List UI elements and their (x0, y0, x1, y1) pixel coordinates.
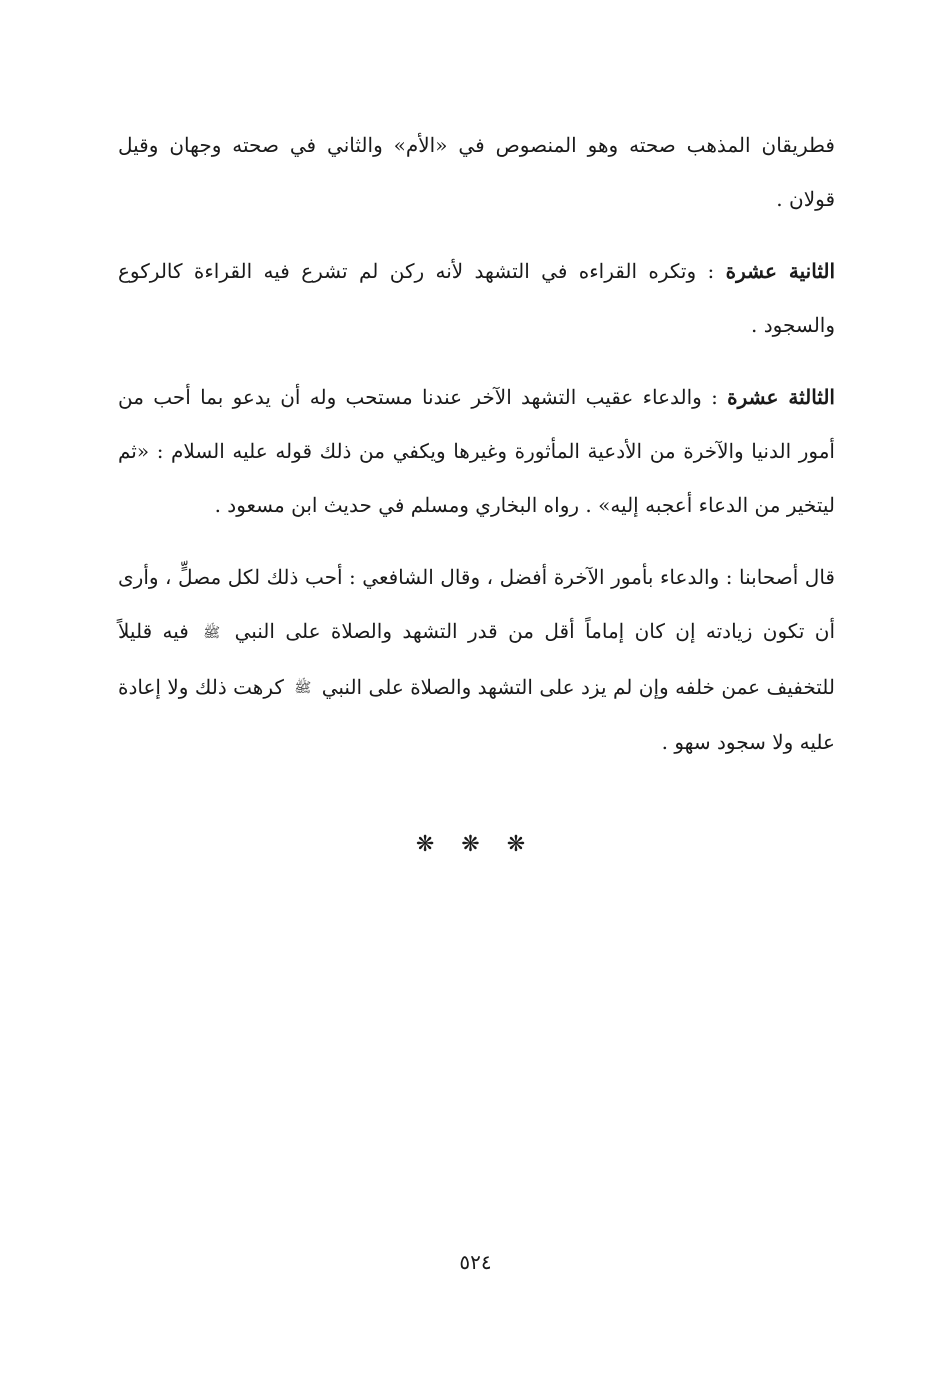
paragraph-2-heading: الثانية عشرة (725, 259, 836, 283)
paragraph-4-text-part1: قال أصحابنا : والدعاء بأمور الآخرة أفضل ، وقال الشافعي : أحب ذلك لكل مصلٍّ ، وأرى أن تكون زيادته إن كان إماماً أقل من قدر التشهد والصلاة على النبي (118, 565, 836, 643)
paragraph-3-text: : والدعاء عقيب التشهد الآخر عندنا مستحب وله أن يدعو بما أحب من أمور الدنيا والآخرة من الأدعية المأثورة وغيرها ويكفي من ذلك قوله عليه السلام : «ثم ليتخير من الدعاء أعجبه إليه» . رواه البخاري ومسلم في حديث ابن مسعود . (118, 385, 835, 517)
paragraph-3-heading: الثالثة عشرة (727, 385, 835, 409)
page-number: ٥٢٤ (459, 1250, 492, 1274)
paragraph-4-text-part3: كرهت ذلك ولا إعادة عليه ولا سجود سهو . (118, 674, 835, 754)
paragraph-1-text: فطريقان المذهب صحته وهو المنصوص في «الأم» والثاني في صحته وجهان وقيل قولان . (118, 133, 835, 211)
salawat-honorific-1: ﷺ (203, 624, 221, 641)
paragraph-3 (118, 370, 835, 532)
paragraph-2-text: : وتكره القراءه في التشهد لأنه ركن لم تشرع فيه القراءة كالركوع والسجود . (118, 259, 835, 337)
paragraph-2 (118, 244, 835, 352)
paragraph-4 (118, 550, 835, 769)
paragraph-4-text-part2: فيه قليلاً للتخفيف عمن خلفه وإن لم يزد على التشهد والصلاة على النبي (118, 619, 836, 699)
paragraph-1 (118, 118, 835, 226)
section-separator: ❋ ❋ ❋ (415, 832, 536, 857)
main-text (118, 118, 835, 787)
salawat-honorific-2: ﷺ (294, 680, 312, 696)
